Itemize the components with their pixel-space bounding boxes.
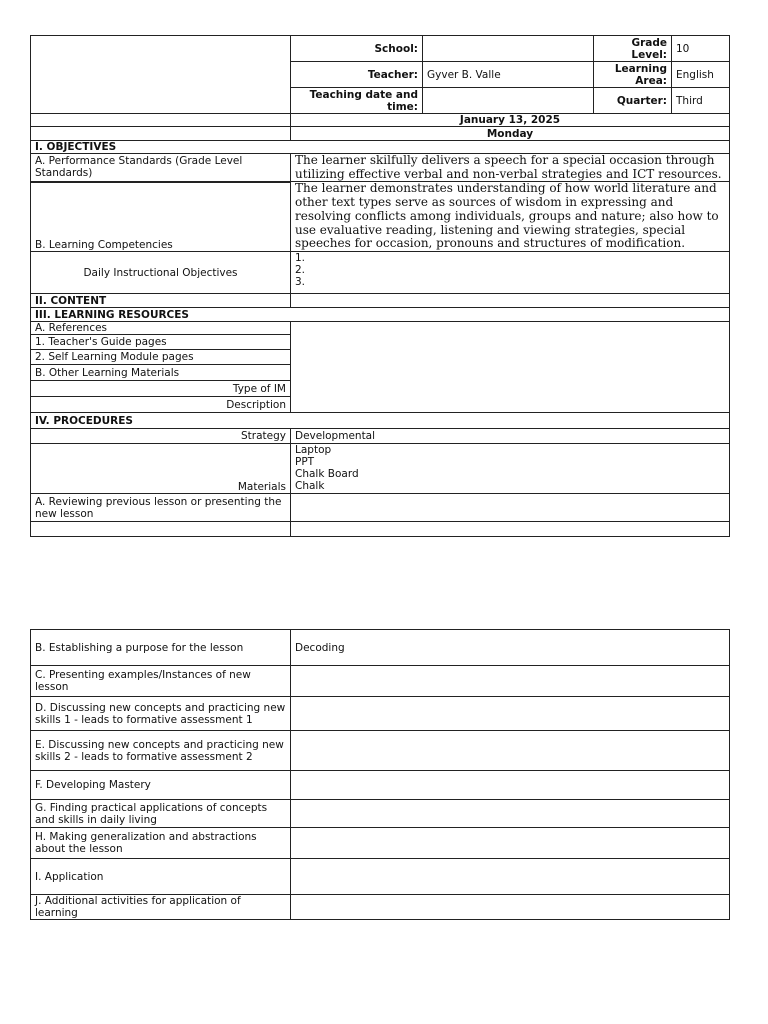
- empty-row-value[interactable]: [291, 522, 730, 537]
- grade-level-value[interactable]: 10: [672, 36, 730, 62]
- day-left-blank: [31, 127, 291, 141]
- discussing-concepts-1-value[interactable]: [291, 697, 730, 731]
- material-item: PPT: [295, 456, 315, 469]
- lesson-day: Monday: [291, 127, 730, 141]
- generalization-value[interactable]: [291, 828, 730, 859]
- materials-list[interactable]: [291, 444, 730, 494]
- performance-standards-label: A. Performance Standards (Grade Level Standards): [31, 154, 291, 182]
- other-materials-label: B. Other Learning Materials: [31, 365, 291, 381]
- learning-area-label: Learning Area:: [594, 62, 672, 88]
- developing-mastery-value[interactable]: [291, 771, 730, 800]
- discussing-concepts-1-label: D. Discussing new concepts and practicing new skills 1 - leads to formative assessment 1: [31, 697, 291, 731]
- developing-mastery-label: F. Developing Mastery: [31, 771, 291, 800]
- learning-competencies-value[interactable]: The learner demonstrates understanding of how world literature and other text types serve as sources of wisdom in expressing and resolving conflicts among individuals, groups and nature; also how to use evaluative reading, listening and viewing strategies, special speeches for occasion, pronouns and structures of modification.: [291, 182, 730, 252]
- discussing-concepts-2-label: E. Discussing new concepts and practicing new skills 2 - leads to formative assessment 2: [31, 731, 291, 771]
- reviewing-lesson-value[interactable]: [291, 494, 730, 522]
- school-label: School:: [291, 36, 423, 62]
- presenting-examples-value[interactable]: [291, 666, 730, 697]
- practical-applications-value[interactable]: [291, 800, 730, 828]
- teacher-label: Teacher:: [291, 62, 423, 88]
- additional-activities-label: J. Additional activities for application of learning: [31, 895, 291, 920]
- practical-applications-label: G. Finding practical applications of concepts and skills in daily living: [31, 800, 291, 828]
- teaching-date-label: Teaching date and time:: [291, 88, 423, 114]
- description-label: Description: [31, 397, 291, 413]
- generalization-label: H. Making generalization and abstractions about the lesson: [31, 828, 291, 859]
- reviewing-lesson-label: A. Reviewing previous lesson or presenting the new lesson: [31, 494, 291, 522]
- lesson-plan-table-page2: [30, 629, 730, 920]
- quarter-label: Quarter:: [594, 88, 672, 114]
- empty-row-label: [31, 522, 291, 537]
- content-value[interactable]: [291, 294, 730, 308]
- application-value[interactable]: [291, 859, 730, 895]
- learning-resources-heading: III. LEARNING RESOURCES: [31, 308, 730, 322]
- daily-objective-item: 1.: [295, 252, 306, 265]
- resources-value[interactable]: [291, 322, 730, 413]
- procedures-heading: IV. PROCEDURES: [31, 413, 730, 429]
- teachers-guide-label: 1. Teacher's Guide pages: [31, 335, 291, 350]
- daily-objectives-list[interactable]: [291, 252, 730, 294]
- performance-standards-value[interactable]: The learner skilfully delivers a speech for a special occasion through utilizing effective verbal and non-verbal strategies and ICT resources.: [291, 154, 730, 182]
- date-left-blank: [31, 114, 291, 127]
- teacher-value[interactable]: Gyver B. Valle: [423, 62, 594, 88]
- lesson-plan-table-page1: [30, 35, 730, 537]
- objectives-heading: I. OBJECTIVES: [31, 141, 730, 154]
- establishing-purpose-label: B. Establishing a purpose for the lesson: [31, 630, 291, 666]
- establishing-purpose-value[interactable]: Decoding: [291, 630, 730, 666]
- type-of-im-label: Type of IM: [31, 381, 291, 397]
- material-item: Chalk: [295, 480, 325, 493]
- presenting-examples-label: C. Presenting examples/Instances of new lesson: [31, 666, 291, 697]
- material-item: Laptop: [295, 444, 332, 457]
- references-label: A. References: [31, 322, 291, 335]
- school-value[interactable]: [423, 36, 594, 62]
- strategy-label: Strategy: [31, 429, 291, 444]
- lesson-date: January 13, 2025: [291, 114, 730, 127]
- learning-area-value[interactable]: English: [672, 62, 730, 88]
- strategy-value[interactable]: Developmental: [291, 429, 730, 444]
- content-heading: II. CONTENT: [31, 294, 291, 308]
- materials-label: Materials: [31, 444, 291, 494]
- blank-header-cell: [31, 36, 291, 114]
- daily-objective-item: 2.: [295, 264, 306, 277]
- daily-objectives-label: Daily Instructional Objectives: [31, 252, 291, 294]
- daily-objective-item: 3.: [295, 276, 306, 289]
- discussing-concepts-2-value[interactable]: [291, 731, 730, 771]
- application-label: I. Application: [31, 859, 291, 895]
- learning-competencies-label: B. Learning Competencies: [31, 182, 291, 252]
- slm-pages-label: 2. Self Learning Module pages: [31, 350, 291, 365]
- quarter-value[interactable]: Third: [672, 88, 730, 114]
- teaching-date-value[interactable]: [423, 88, 594, 114]
- material-item: Chalk Board: [295, 468, 359, 481]
- grade-level-label: Grade Level:: [594, 36, 672, 62]
- additional-activities-value[interactable]: [291, 895, 730, 920]
